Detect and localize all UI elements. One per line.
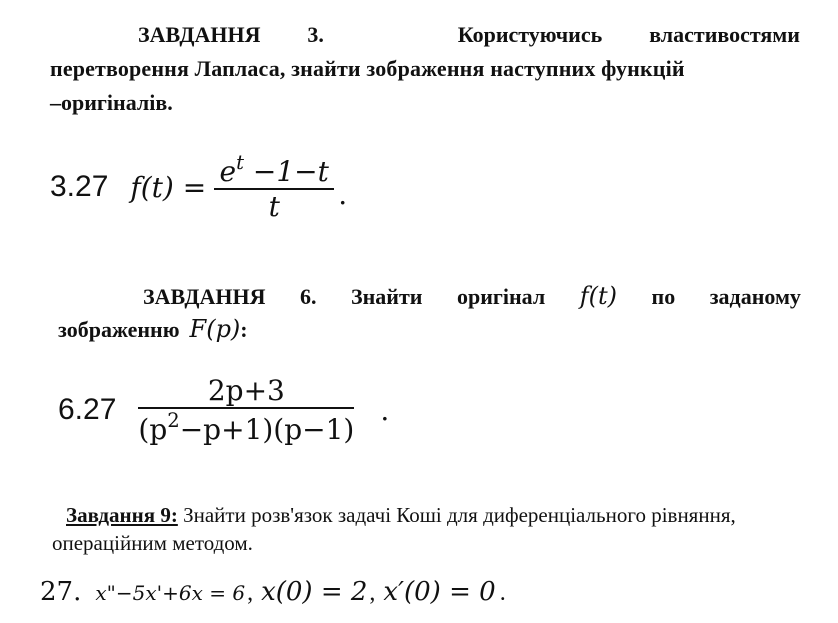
- task6-header: ЗАВДАННЯ: [143, 284, 266, 309]
- task6-image: F(p): [189, 315, 241, 343]
- problem-27-equation: x"−5x'+6x = 6: [95, 581, 246, 605]
- task6-line2: [58, 312, 248, 347]
- task3-number: 3.: [307, 22, 324, 47]
- problem-3-27-numerator: $e^t -1-t$: [219, 151, 329, 189]
- problem-6-27-numerator: 2p+3: [207, 374, 285, 408]
- task6-word-3: по: [651, 284, 676, 309]
- problem-3-27-lhs: f(t) =: [130, 170, 207, 204]
- problem-27-sep1: ,: [247, 580, 254, 606]
- problem-27-cond1: x(0) = 2: [261, 577, 368, 607]
- problem-3-27: [50, 142, 347, 232]
- problem-27-label: 27.: [40, 577, 82, 607]
- problem-3-27-fraction: [214, 151, 334, 222]
- problem-6-27-denominator: $(p^2-p+1)(p-1)$: [138, 408, 355, 446]
- task3-word-2: властивостями: [649, 22, 800, 47]
- task3-line2: перетворення Лапласа, знайти зображення наступних функцій: [50, 56, 685, 81]
- task6-word-2: оригінал: [456, 284, 546, 309]
- task6-word-1: Знайти: [351, 284, 423, 309]
- task9-line1: [66, 500, 736, 530]
- problem-3-27-denominator: t: [268, 189, 280, 223]
- task6-colon: :: [240, 317, 248, 342]
- task3-line1: [138, 18, 800, 52]
- problem-27: [40, 577, 506, 607]
- problem-27-end: .: [499, 580, 506, 606]
- problem-3-27-label: 3.27: [50, 170, 109, 203]
- problem-27-sep2: ,: [369, 580, 376, 606]
- task9-line2: операційним методом.: [52, 531, 253, 555]
- task9-title: Завдання 9:: [66, 503, 178, 527]
- task6-line1: [143, 279, 801, 314]
- task6-func: f(t): [579, 282, 617, 310]
- task6-line2-text: зображенню: [58, 317, 180, 342]
- task3-word-1: Користуючись: [457, 22, 603, 47]
- problem-6-27-fraction: [138, 374, 354, 445]
- problem-6-27-end: .: [380, 393, 390, 427]
- problem-6-27-label: 6.27: [58, 393, 117, 426]
- task6-number: 6.: [300, 284, 317, 309]
- task3-line3: –оригіналів.: [50, 90, 173, 115]
- task9-text1: Знайти розв'язок задачі Коші для диференціального рівняння,: [177, 503, 736, 527]
- problem-27-cond2: x′(0) = 0: [383, 577, 496, 607]
- problem-3-27-end: .: [338, 177, 348, 211]
- problem-6-27: [58, 362, 389, 458]
- task3-header: ЗАВДАННЯ: [138, 22, 261, 47]
- task6-word-4: заданому: [709, 284, 801, 309]
